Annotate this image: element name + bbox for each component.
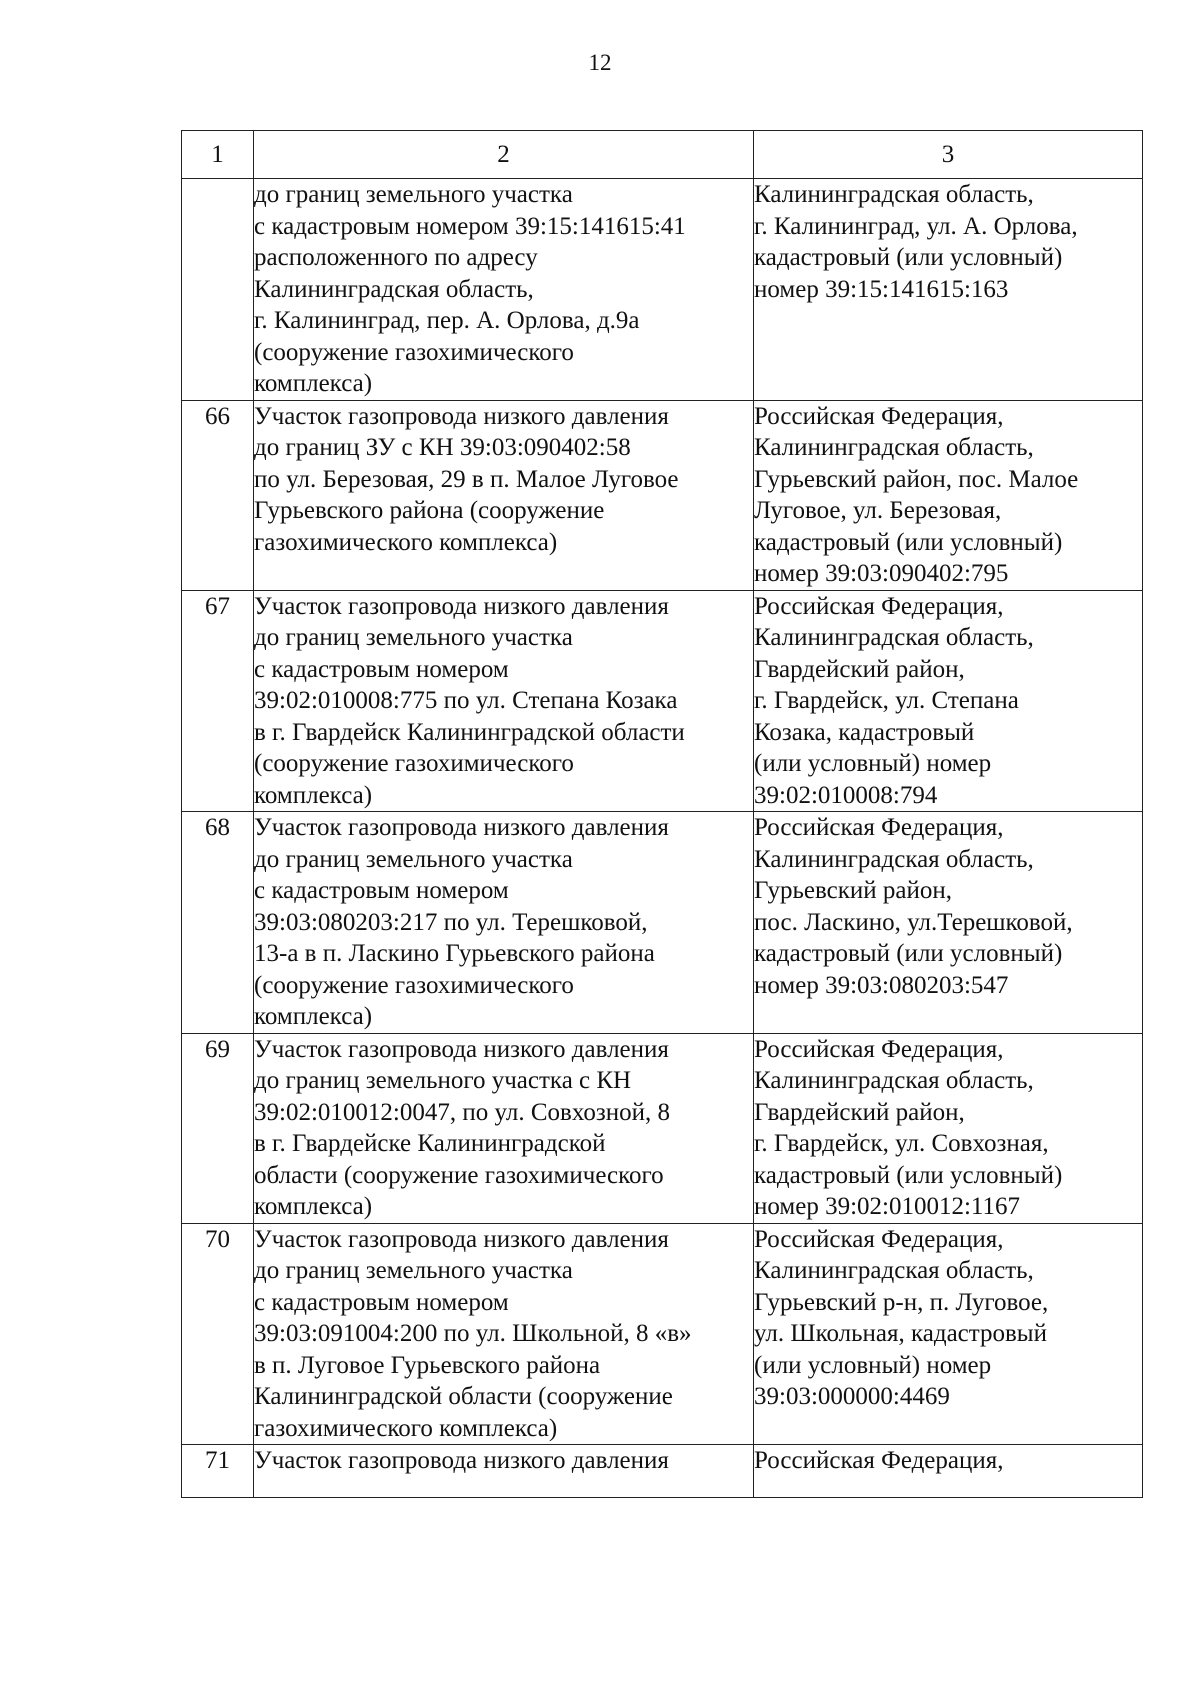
table-row: [182, 1033, 1143, 1223]
row-location-line: г. Гвардейск, ул. Совхозная,: [754, 1130, 1049, 1157]
column-header: 2: [254, 131, 754, 179]
row-location-line: (или условный) номер: [754, 1351, 992, 1379]
row-description-line: 39:02:010008:775 по ул. Степана Козака: [254, 687, 678, 714]
row-location-line: 39:03:000000:4469: [754, 1383, 950, 1410]
row-description-line: до границ земельного участка: [254, 181, 573, 208]
row-location-line: Калининградская область,: [754, 1067, 1034, 1094]
row-description-line: до границ ЗУ с КН 39:03:090402:58: [254, 434, 631, 461]
row-location-line: г. Гвардейск, ул. Степана: [754, 687, 1019, 714]
row-description-line: расположенного по адресу: [254, 244, 538, 271]
document-table: [181, 130, 1143, 1498]
row-location-cell: [754, 400, 1143, 590]
row-description-line: комплекса): [254, 781, 373, 809]
row-description-line: 39:03:080203:217 по ул. Терешковой,: [254, 908, 648, 936]
page-number: 12: [588, 50, 612, 75]
row-number: 67: [182, 590, 254, 812]
row-description-line: до границ земельного участка: [254, 624, 573, 651]
row-description-line: Участок газопровода низкого давления: [254, 402, 669, 430]
row-location-line: кадастровый (или условный): [754, 940, 1063, 967]
row-location-line: кадастровый (или условный): [754, 244, 1063, 271]
row-description-line: газохимического комплекса): [254, 528, 558, 556]
row-location-line: номер 39:15:141615:163: [754, 275, 1009, 303]
table-row: [182, 179, 1143, 401]
row-description-line: Калининградская область,: [254, 275, 534, 303]
row-location-line: Российская Федерация,: [754, 1225, 1004, 1253]
row-location-line: Российская Федерация,: [754, 402, 1004, 430]
table-row: [182, 1445, 1143, 1498]
row-location-line: Гурьевский район, пос. Малое: [754, 465, 1079, 493]
row-description-line: (сооружение газохимического: [254, 971, 574, 999]
row-location-cell: [754, 1223, 1143, 1445]
row-description-line: Участок газопровода низкого давления: [254, 1035, 669, 1063]
row-description-line: с кадастровым номером 39:15:141615:41: [254, 212, 686, 240]
row-description-line: области (сооружение газохимического: [254, 1161, 664, 1189]
row-description-line: с кадастровым номером: [254, 1288, 509, 1316]
row-description-line: Гурьевского района (сооружение: [254, 497, 605, 524]
row-location-line: Гурьевский р-н, п. Луговое,: [754, 1288, 1049, 1316]
row-location-line: ул. Школьная, кадастровый: [754, 1320, 1047, 1347]
row-description-line: Участок газопровода низкого давления: [254, 592, 669, 620]
row-location-line: Козака, кадастровый: [754, 718, 975, 746]
row-location-cell: [754, 812, 1143, 1034]
row-location-line: пос. Ласкино, ул.Терешковой,: [754, 908, 1073, 936]
row-description-line: с кадастровым номером: [254, 655, 509, 683]
row-location-cell: [754, 590, 1143, 812]
row-location-cell: [754, 1033, 1143, 1223]
row-location-line: кадастровый (или условный): [754, 528, 1063, 556]
row-description-line: с кадастровым номером: [254, 877, 509, 904]
row-location-line: Российская Федерация,: [754, 592, 1004, 620]
row-number: [182, 179, 254, 401]
row-location-line: Калининградская область,: [754, 624, 1034, 651]
row-number: 69: [182, 1033, 254, 1223]
row-location-line: номер 39:03:090402:795: [754, 560, 1009, 587]
table-row: [182, 1223, 1143, 1445]
row-location-line: Калининградская область,: [754, 845, 1034, 873]
row-location-line: Российская Федерация,: [754, 1035, 1004, 1063]
table-header-row: [182, 131, 1143, 179]
row-location-line: Гвардейский район,: [754, 1098, 965, 1126]
table-row: [182, 590, 1143, 812]
row-description-cell: [254, 812, 754, 1034]
row-description-line: г. Калининград, пер. А. Орлова, д.9а: [254, 307, 640, 334]
row-description-line: Калининградской области (сооружение: [254, 1383, 673, 1410]
row-location-line: 39:02:010008:794: [754, 781, 938, 809]
row-description-line: до границ земельного участка с КН: [254, 1067, 632, 1094]
row-number: 71: [182, 1445, 254, 1498]
row-description-line: (сооружение газохимического: [254, 338, 574, 366]
row-location-cell: [754, 1445, 1143, 1498]
row-description-line: по ул. Березовая, 29 в п. Малое Луговое: [254, 465, 679, 493]
row-description-cell: [254, 1445, 754, 1498]
row-description-line: газохимического комплекса): [254, 1414, 558, 1442]
row-location-cell: [754, 179, 1143, 401]
row-description-line: до границ земельного участка: [254, 845, 573, 873]
row-location-line: Российская Федерация,: [754, 814, 1004, 841]
row-location-line: Луговое, ул. Березовая,: [754, 497, 1002, 524]
column-header: 1: [182, 131, 254, 179]
row-description-line: в п. Луговое Гурьевского района: [254, 1351, 601, 1379]
table-row: [182, 812, 1143, 1034]
row-description-line: Участок газопровода низкого давления: [254, 1225, 669, 1253]
row-description-cell: [254, 590, 754, 812]
row-description-line: в г. Гвардейске Калининградской: [254, 1130, 606, 1157]
row-description-cell: [254, 400, 754, 590]
row-description-line: 39:03:091004:200 по ул. Школьной, 8 «в»: [254, 1320, 692, 1347]
column-header: 3: [754, 131, 1143, 179]
row-location-line: номер 39:02:010012:1167: [754, 1193, 1020, 1220]
row-description-line: 13-а в п. Ласкино Гурьевского района: [254, 940, 655, 967]
row-location-line: Калининградская область,: [754, 1257, 1034, 1284]
row-number: 70: [182, 1223, 254, 1445]
row-number: 68: [182, 812, 254, 1034]
row-description-cell: [254, 179, 754, 401]
row-description-cell: [254, 1033, 754, 1223]
row-description-line: Участок газопровода низкого давления: [254, 814, 669, 841]
row-location-line: кадастровый (или условный): [754, 1161, 1063, 1189]
row-location-line: Калининградская область,: [754, 181, 1034, 208]
row-description-line: (сооружение газохимического: [254, 750, 574, 777]
row-description-line: комплекса): [254, 1193, 373, 1220]
row-description-line: до границ земельного участка: [254, 1257, 573, 1284]
row-location-line: Калининградская область,: [754, 434, 1034, 461]
row-location-line: (или условный) номер: [754, 750, 992, 777]
row-description-line: комплекса): [254, 370, 373, 397]
row-number: 66: [182, 400, 254, 590]
row-description-cell: [254, 1223, 754, 1445]
row-location-line: Гурьевский район,: [754, 877, 953, 904]
row-description-line: Участок газопровода низкого давления: [254, 1447, 669, 1474]
row-location-line: Российская Федерация,: [754, 1447, 1004, 1474]
row-location-line: Гвардейский район,: [754, 655, 965, 683]
row-description-line: 39:02:010012:0047, по ул. Совхозной, 8: [254, 1098, 671, 1126]
table-row: [182, 400, 1143, 590]
row-location-line: номер 39:03:080203:547: [754, 971, 1009, 999]
row-location-line: г. Калининград, ул. А. Орлова,: [754, 212, 1078, 240]
row-description-line: в г. Гвардейск Калининградской области: [254, 718, 685, 746]
row-description-line: комплекса): [254, 1003, 373, 1030]
